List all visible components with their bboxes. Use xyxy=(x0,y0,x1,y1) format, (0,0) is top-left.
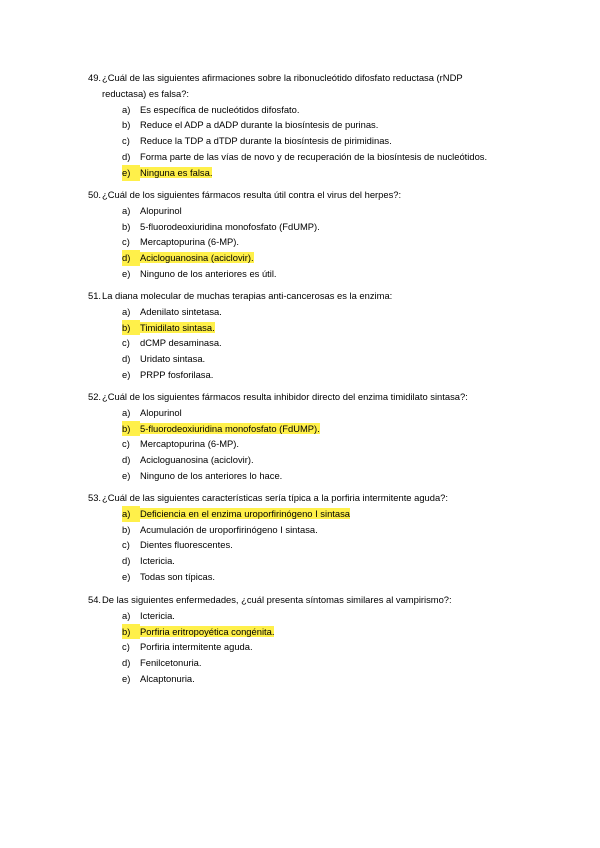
question-text: ¿Cuál de los siguientes fármacos resulta inhibidor directo del enzima timidilato sintasa?: xyxy=(102,391,468,402)
option-c xyxy=(88,639,528,655)
option-text-highlighted: Timidilato sintasa. xyxy=(140,321,215,333)
option-text: Reduce la TDP a dTDP durante la biosíntesis de pirimidinas. xyxy=(140,135,392,147)
option-letter: e) xyxy=(122,267,131,279)
option-letter: c) xyxy=(122,236,130,248)
option-b xyxy=(88,421,528,437)
option-letter: a) xyxy=(122,305,131,317)
option-d xyxy=(88,351,528,367)
option-text: 5-fluorodeoxiuridina monofosfato (FdUMP). xyxy=(140,220,320,232)
option-text: Alopurinol xyxy=(140,204,182,216)
options-list xyxy=(88,102,528,181)
option-e xyxy=(88,367,528,383)
option-text: Dientes fluorescentes. xyxy=(140,539,233,551)
option-text-highlighted: Porfiria eritropoyética congénita. xyxy=(140,625,275,637)
question-text: ¿Cuál de las siguientes características sería típica a la porfiria intermitente aguda?: xyxy=(102,492,449,503)
option-c xyxy=(88,436,528,452)
option-text: Reduce el ADP a dADP durante la biosíntesis de purinas. xyxy=(140,119,379,131)
option-text: dCMP desaminasa. xyxy=(140,337,222,349)
question-number: 49. xyxy=(88,72,102,83)
question-number: 50. xyxy=(88,189,102,200)
option-letter: b) xyxy=(122,421,140,437)
option-text: Es específica de nucleótidos difosfato. xyxy=(140,103,300,115)
option-text: Alopurinol xyxy=(140,406,182,418)
option-letter: e) xyxy=(122,165,140,181)
option-letter: e) xyxy=(122,672,131,684)
option-c xyxy=(88,133,528,149)
question-number: 54. xyxy=(88,594,102,605)
option-letter: c) xyxy=(122,641,130,653)
option-letter: d) xyxy=(122,250,140,266)
question-text-continued: reductasa) es falsa?: xyxy=(102,87,190,99)
option-a xyxy=(88,102,528,118)
option-c xyxy=(88,335,528,351)
option-a xyxy=(88,203,528,219)
option-text: Porfiria intermitente aguda. xyxy=(140,641,253,653)
question-text: ¿Cuál de las siguientes afirmaciones sobre la ribonucleótido difosfato reductasa (rNDP xyxy=(102,72,463,83)
option-d xyxy=(88,553,528,569)
option-letter: b) xyxy=(122,523,131,535)
option-text: PRPP fosforilasa. xyxy=(140,368,214,380)
option-a xyxy=(88,608,528,624)
option-letter: d) xyxy=(122,555,131,567)
option-e xyxy=(88,671,528,687)
option-e xyxy=(88,569,528,585)
option-letter: c) xyxy=(122,135,130,147)
option-letter: d) xyxy=(122,150,131,162)
option-text-highlighted: Ninguna es falsa. xyxy=(140,166,213,178)
option-text-highlighted: Acicloguanosina (aciclovir). xyxy=(140,252,254,264)
option-a xyxy=(88,405,528,421)
option-d xyxy=(88,250,528,266)
option-d xyxy=(88,655,528,671)
options-list xyxy=(88,405,528,484)
option-letter: b) xyxy=(122,320,140,336)
options-list xyxy=(88,203,528,282)
option-e xyxy=(88,165,528,181)
options-list xyxy=(88,608,528,687)
options-list xyxy=(88,506,528,585)
option-letter: c) xyxy=(122,337,130,349)
option-text: Uridato sintasa. xyxy=(140,353,206,365)
option-letter: c) xyxy=(122,438,130,450)
option-text: Ictericia. xyxy=(140,555,175,567)
option-text: Mercaptopurina (6-MP). xyxy=(140,236,239,248)
question-number: 51. xyxy=(88,290,102,301)
option-e xyxy=(88,266,528,282)
question-text: De las siguientes enfermedades, ¿cuál presenta síntomas similares al vampirismo?: xyxy=(102,594,452,605)
option-text: Forma parte de las vías de novo y de recuperación de la biosíntesis de nucleótidos. xyxy=(140,150,488,162)
option-a xyxy=(88,304,528,320)
option-text: Adenilato sintetasa. xyxy=(140,305,222,317)
option-d xyxy=(88,452,528,468)
option-b xyxy=(88,522,528,538)
option-letter: b) xyxy=(122,119,131,131)
option-text: Mercaptopurina (6-MP). xyxy=(140,438,239,450)
option-c xyxy=(88,537,528,553)
option-letter: a) xyxy=(122,609,131,621)
option-letter: a) xyxy=(122,204,131,216)
option-e xyxy=(88,468,528,484)
option-letter: e) xyxy=(122,368,131,380)
question-number: 52. xyxy=(88,391,102,402)
option-letter: d) xyxy=(122,657,131,669)
option-letter: a) xyxy=(122,103,131,115)
option-letter: d) xyxy=(122,353,131,365)
option-text: Ninguno de los anteriores es útil. xyxy=(140,267,277,279)
option-b xyxy=(88,624,528,640)
option-letter: b) xyxy=(122,624,140,640)
option-b xyxy=(88,219,528,235)
question-text: ¿Cuál de los siguientes fármacos resulta útil contra el virus del herpes?: xyxy=(102,189,402,200)
option-letter: d) xyxy=(122,454,131,466)
option-letter: c) xyxy=(122,539,130,551)
option-text: Fenilcetonuria. xyxy=(140,657,202,669)
option-letter: a) xyxy=(122,506,140,522)
option-letter: e) xyxy=(122,469,131,481)
question-text: La diana molecular de muchas terapias anti-cancerosas es la enzima: xyxy=(102,290,393,301)
option-text: Acicloguanosina (aciclovir). xyxy=(140,454,254,466)
question-number: 53. xyxy=(88,492,102,503)
question-50 xyxy=(88,187,528,282)
option-d xyxy=(88,149,528,165)
question-53 xyxy=(88,490,528,585)
question-49 xyxy=(88,70,528,181)
option-letter: a) xyxy=(122,406,131,418)
option-text: Ictericia. xyxy=(140,609,175,621)
option-b xyxy=(88,117,528,133)
option-text: Acumulación de uroporfirinógeno I sintasa. xyxy=(140,523,318,535)
question-54 xyxy=(88,592,528,687)
option-text: Alcaptonuria. xyxy=(140,672,195,684)
option-b xyxy=(88,320,528,336)
option-letter: b) xyxy=(122,220,131,232)
option-text-highlighted: Deficiencia en el enzima uroporfirinógeno I sintasa xyxy=(140,507,351,519)
option-text: Ninguno de los anteriores lo hace. xyxy=(140,469,283,481)
option-text: Todas son típicas. xyxy=(140,570,216,582)
option-a xyxy=(88,506,528,522)
options-list xyxy=(88,304,528,383)
option-text-highlighted: 5-fluorodeoxiuridina monofosfato (FdUMP). xyxy=(140,422,320,434)
option-letter: e) xyxy=(122,570,131,582)
question-52 xyxy=(88,389,528,484)
question-51 xyxy=(88,288,528,383)
option-c xyxy=(88,234,528,250)
